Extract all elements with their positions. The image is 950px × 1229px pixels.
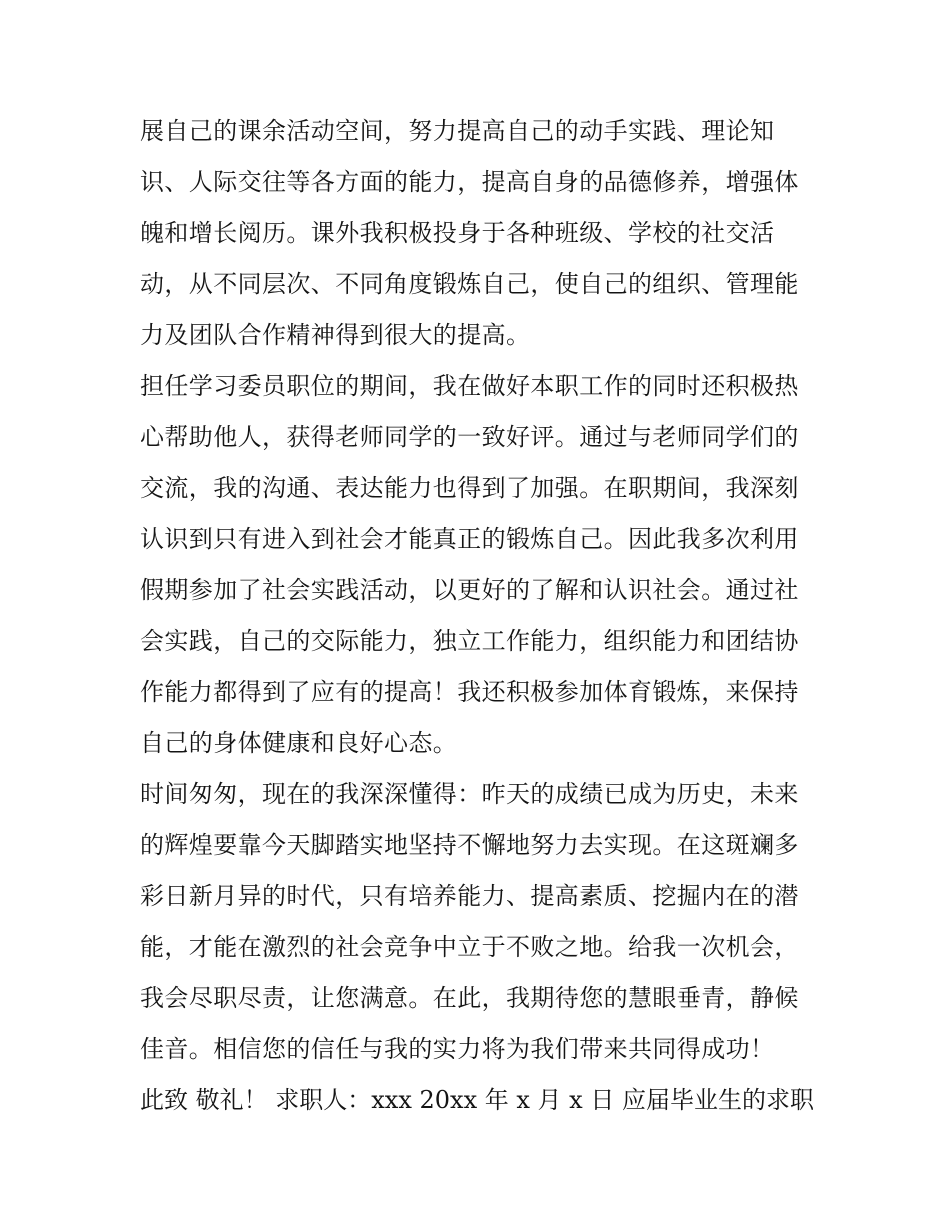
text-line-12: 作能力都得到了应有的提高！我还积极参加体育锻炼，来保持 bbox=[140, 678, 799, 706]
text-line-16: 彩日新月异的时代，只有培养能力、提高素质、挖掘内在的潜 bbox=[140, 882, 799, 910]
text-line-17: 能，才能在激烈的社会竞争中立于不败之地。给我一次机会， bbox=[140, 933, 799, 961]
text-line-18: 我会尽职尽责，让您满意。在此，我期待您的慧眼垂青，静候 bbox=[140, 984, 799, 1012]
text-line-4: 动，从不同层次、不同角度锻炼自己，使自己的组织、管理能 bbox=[140, 270, 799, 298]
text-line-1: 展自己的课余活动空间，努力提高自己的动手实践、理论知 bbox=[140, 117, 775, 145]
text-line-14: 时间匆匆，现在的我深深懂得：昨天的成绩已成为历史，未来 bbox=[140, 780, 799, 808]
text-line-2: 识、人际交往等各方面的能力，提高自身的品德修养，增强体 bbox=[140, 168, 799, 196]
text-line-20: 此致 敬礼！ 求职人：xxx 20xx 年 x 月 x 日 应届毕业生的求职 bbox=[140, 1086, 814, 1114]
text-line-13: 自己的身体健康和良好心态。 bbox=[140, 729, 458, 757]
text-line-3: 魄和增长阅历。课外我积极投身于各种班级、学校的社交活 bbox=[140, 219, 775, 247]
text-line-8: 交流，我的沟通、表达能力也得到了加强。在职期间，我深刻 bbox=[140, 474, 799, 502]
text-line-7: 心帮助他人，获得老师同学的一致好评。通过与老师同学们的 bbox=[140, 423, 799, 451]
letter-body bbox=[140, 106, 820, 1126]
text-line-19: 佳音。相信您的信任与我的实力将为我们带来共同得成功！ bbox=[140, 1035, 775, 1063]
text-line-11: 会实践，自己的交际能力，独立工作能力，组织能力和团结协 bbox=[140, 627, 799, 655]
text-line-5: 力及团队合作精神得到很大的提高。 bbox=[140, 321, 531, 349]
text-line-10: 假期参加了社会实践活动，以更好的了解和认识社会。通过社 bbox=[140, 576, 799, 604]
text-line-9: 认识到只有进入到社会才能真正的锻炼自己。因此我多次利用 bbox=[140, 525, 799, 553]
text-line-6: 担任学习委员职位的期间，我在做好本职工作的同时还积极热 bbox=[140, 372, 799, 400]
text-line-15: 的辉煌要靠今天脚踏实地坚持不懈地努力去实现。在这斑斓多 bbox=[140, 831, 799, 859]
